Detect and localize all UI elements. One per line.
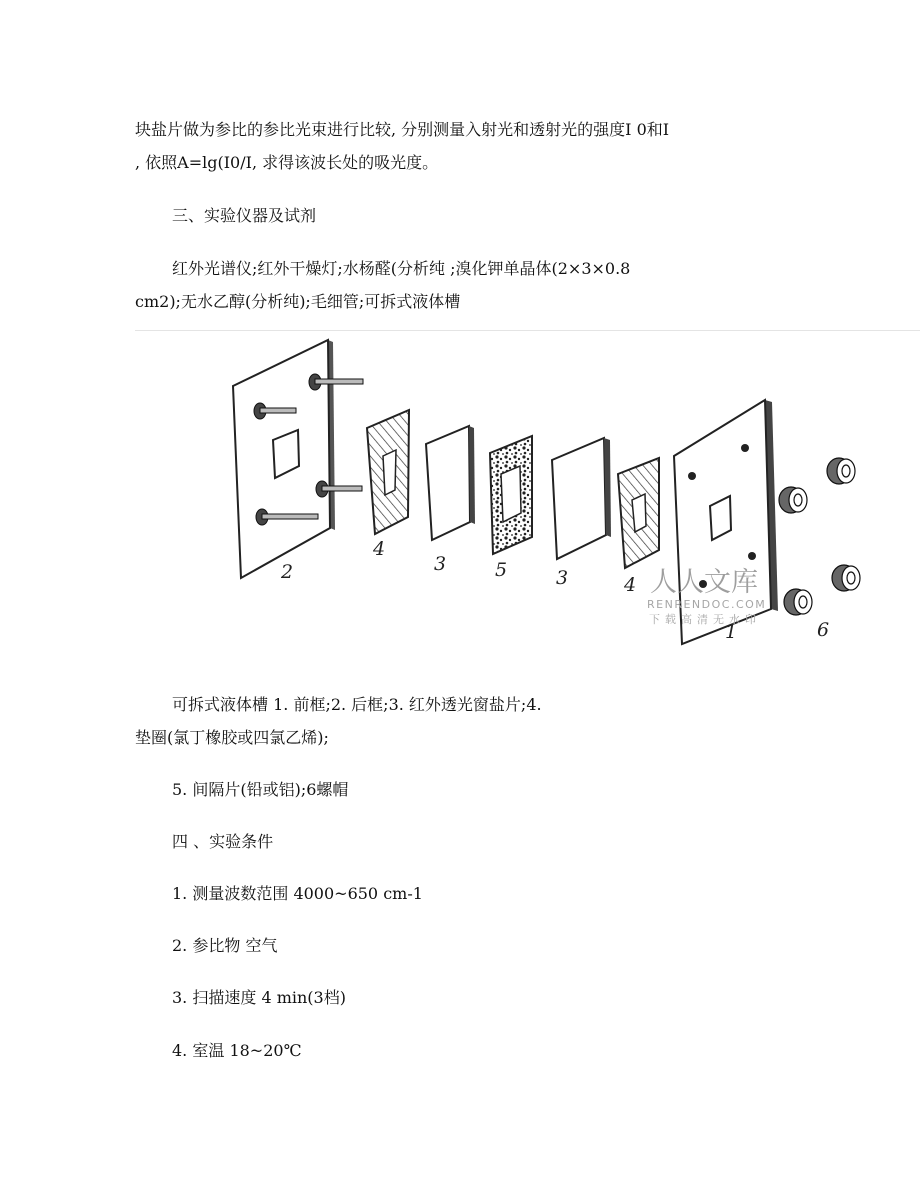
section-4-title: 四 、实验条件 xyxy=(172,832,274,851)
gasket-front xyxy=(618,458,659,568)
spacer xyxy=(490,436,532,554)
salt-plate-rear xyxy=(426,426,475,540)
label-front-frame: 1 xyxy=(725,621,738,643)
section-3-title: 三、实验仪器及试剂 xyxy=(172,206,317,225)
label-salt-plate-front: 3 xyxy=(556,567,569,589)
condition-item-1: 1. 测量波数范围 4000~650 cm-1 xyxy=(172,884,423,903)
method-text-line-1: 块盐片做为参比的参比光束进行比较, 分别测量入射光和透射光的强度I 0和I xyxy=(135,120,670,139)
nuts xyxy=(779,458,860,615)
gasket-rear xyxy=(367,410,409,534)
condition-item-2: 2. 参比物 空气 xyxy=(172,936,278,955)
liquid-cell-exploded-diagram xyxy=(225,338,830,650)
label-salt-plate-rear: 3 xyxy=(434,553,447,575)
label-back-frame: 2 xyxy=(281,561,294,583)
label-gasket-front: 4 xyxy=(624,574,637,596)
caption-line-1: 可拆式液体槽 1. 前框;2. 后框;3. 红外透光窗盐片;4. xyxy=(172,695,542,714)
figure-top-rule xyxy=(135,330,920,331)
instruments-line-1: 红外光谱仪;红外干燥灯;水杨醛(分析纯 ;溴化钾单晶体(2×3×0.8 xyxy=(172,259,631,278)
watermark-brand: 人人文库 xyxy=(650,567,758,598)
back-frame xyxy=(233,340,363,578)
condition-item-4: 4. 室温 18~20℃ xyxy=(172,1041,302,1060)
method-text-line-2: , 依照A=lg(I0/I, 求得该波长处的吸光度。 xyxy=(135,153,439,172)
label-gasket-rear: 4 xyxy=(373,538,386,560)
instruments-line-2: cm2);无水乙醇(分析纯);毛细管;可拆式液体槽 xyxy=(135,292,461,311)
caption-line-3: 5. 间隔片(铅或铝);6螺帽 xyxy=(172,780,349,799)
caption-line-2: 垫圈(氯丁橡胶或四氯乙烯); xyxy=(135,728,329,747)
label-nuts: 6 xyxy=(817,619,830,641)
watermark-tagline: 下载高清无水印 xyxy=(649,613,761,626)
salt-plate-front xyxy=(552,438,611,559)
condition-item-3: 3. 扫描速度 4 min(3档) xyxy=(172,988,346,1007)
watermark-domain: RENRENDOC.COM xyxy=(647,598,767,611)
label-spacer: 5 xyxy=(495,559,508,581)
